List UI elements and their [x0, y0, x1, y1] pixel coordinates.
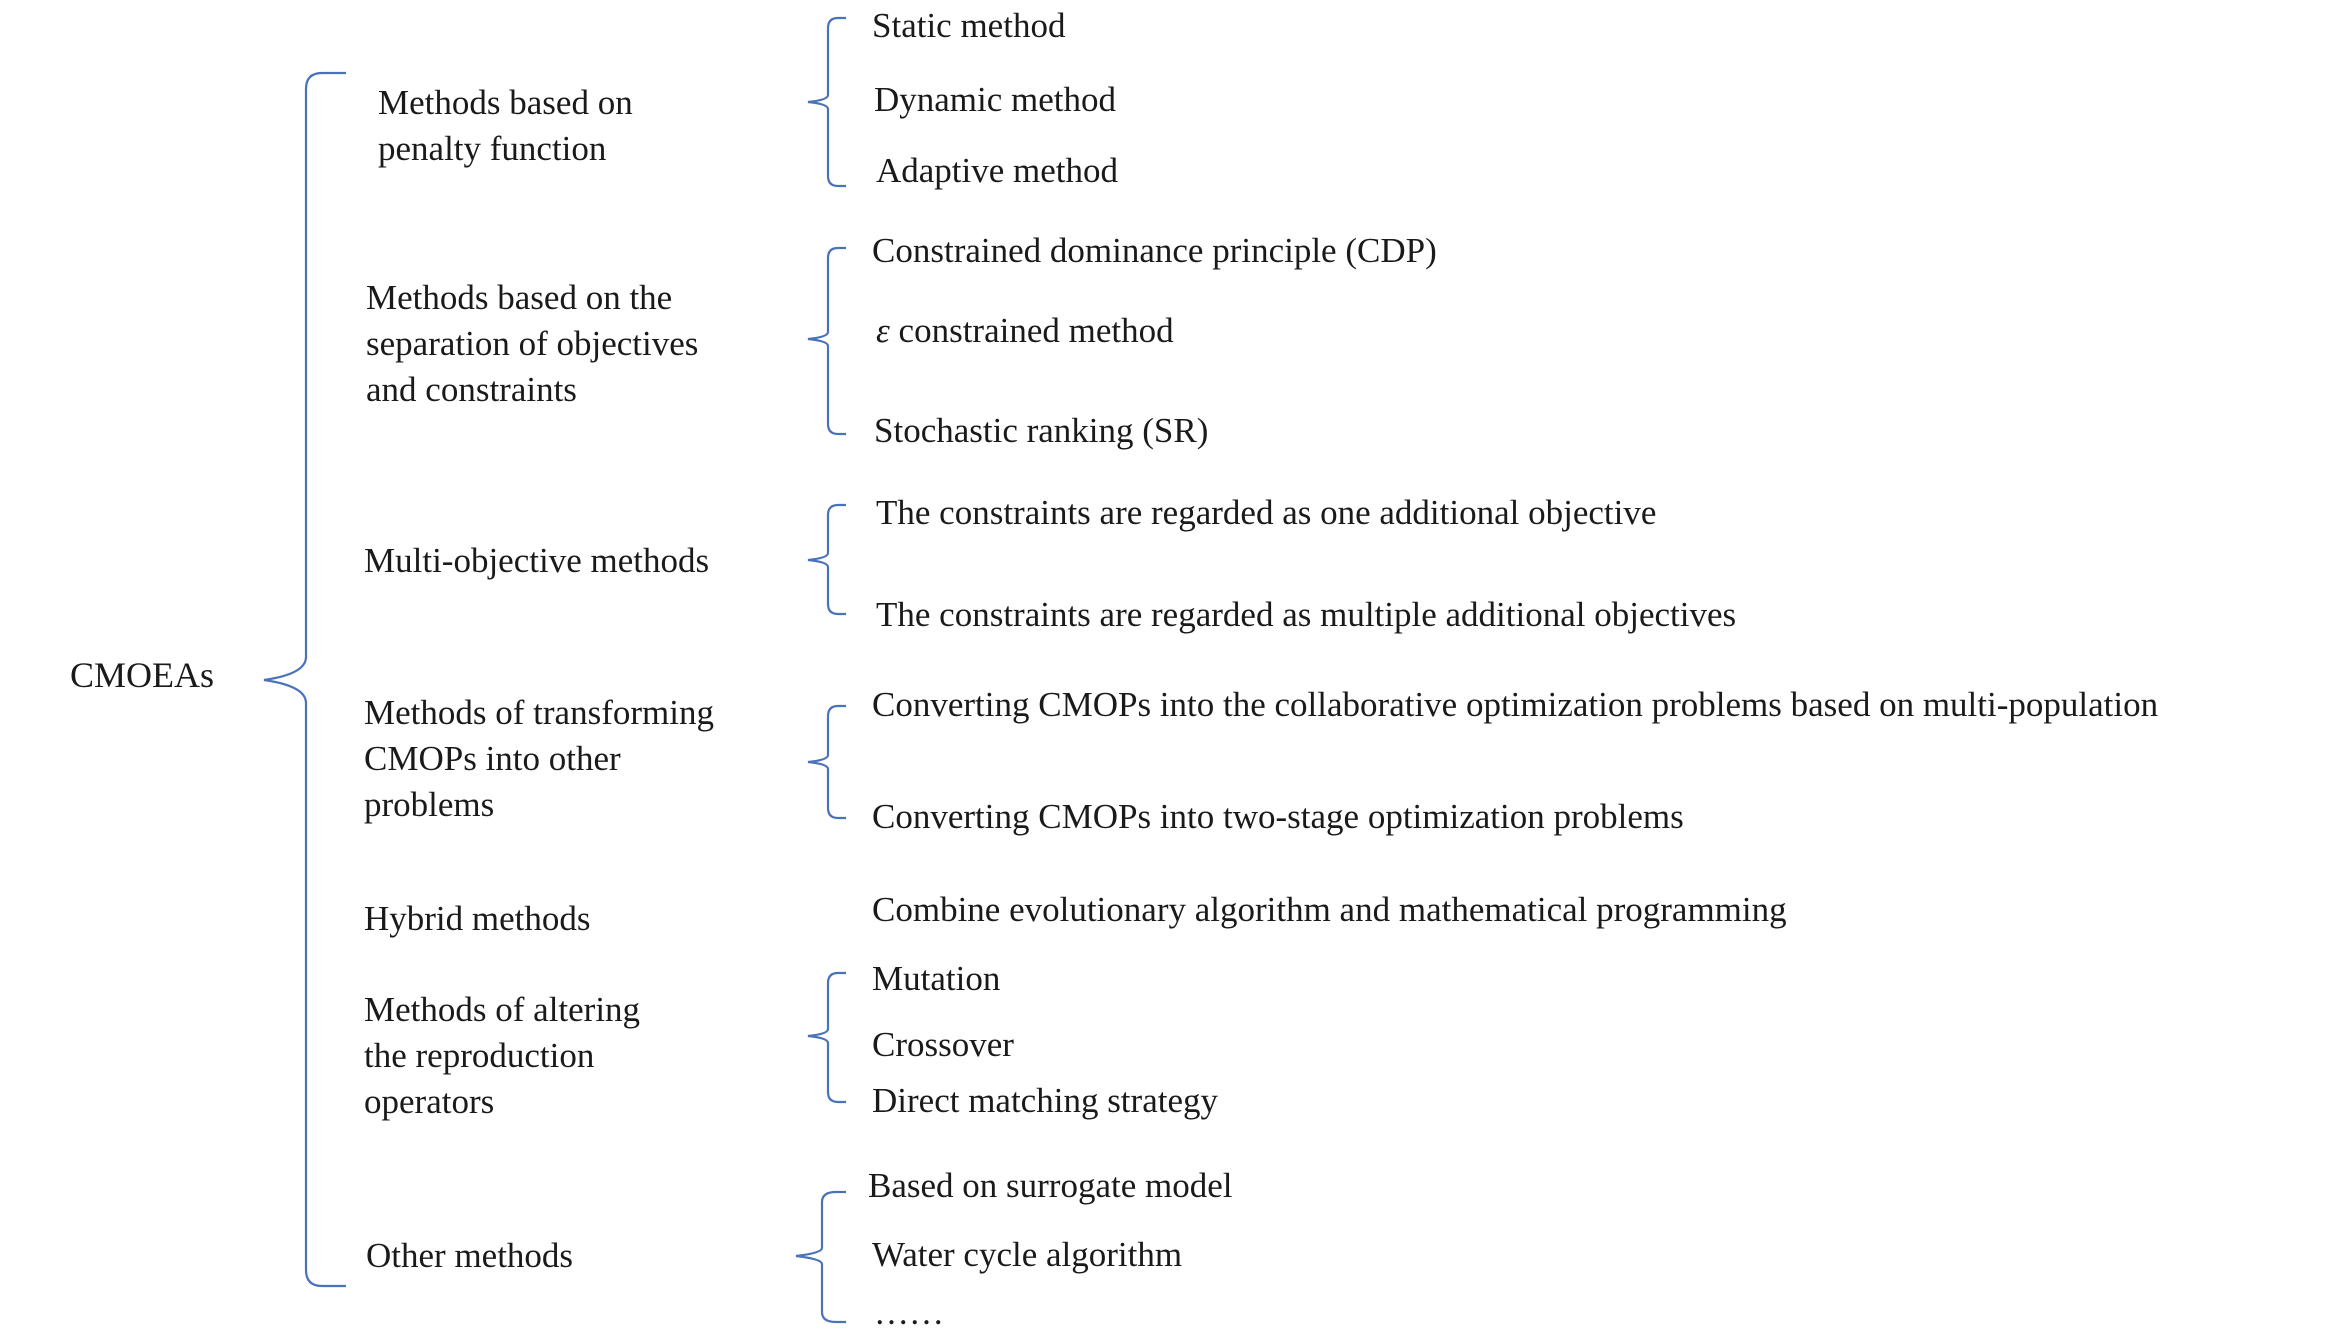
category-line: problems — [364, 785, 495, 824]
bracket-reproduction — [808, 973, 846, 1102]
root-bracket — [264, 73, 346, 1286]
item-ellipsis: …… — [874, 1293, 944, 1332]
item-combine-ea-mp: Combine evolutionary algorithm and mathematical programming — [872, 890, 1787, 929]
item-multiple-additional-objectives: The constraints are regarded as multiple additional objectives — [876, 595, 1737, 634]
category-line: Multi-objective methods — [364, 541, 710, 580]
category-line: Hybrid methods — [364, 899, 591, 938]
item-direct-matching-strategy: Direct matching strategy — [872, 1081, 1218, 1120]
category-hybrid — [364, 896, 591, 942]
bracket-other — [796, 1192, 846, 1322]
category-other — [366, 1233, 573, 1279]
item-two-stage-optimization: Converting CMOPs into two-stage optimization problems — [872, 797, 1684, 836]
item-one-additional-objective: The constraints are regarded as one additional objective — [876, 493, 1657, 532]
bracket-penalty — [808, 18, 846, 186]
item-surrogate-model: Based on surrogate model — [868, 1166, 1233, 1205]
category-line: separation of objectives — [366, 324, 699, 363]
category-penalty-function — [378, 80, 633, 172]
epsilon-symbol: ε — [876, 311, 890, 350]
category-line: penalty function — [378, 129, 607, 168]
category-multi-objective — [364, 538, 709, 584]
item-water-cycle-algorithm: Water cycle algorithm — [872, 1235, 1183, 1274]
category-reproduction-operators — [364, 987, 640, 1125]
category-line: the reproduction — [364, 1036, 595, 1075]
item-crossover: Crossover — [872, 1025, 1014, 1064]
root-label: CMOEAs — [70, 655, 215, 695]
item-mutation: Mutation — [872, 959, 1001, 998]
category-line: Methods of transforming — [364, 693, 714, 732]
item-dynamic-method: Dynamic method — [874, 80, 1117, 119]
bracket-multi-objective — [808, 505, 846, 614]
item-adaptive-method: Adaptive method — [876, 151, 1119, 190]
item-stochastic-ranking: Stochastic ranking (SR) — [874, 411, 1209, 450]
category-line: operators — [364, 1082, 495, 1121]
category-line: Methods based on the — [366, 278, 673, 317]
category-separation — [366, 275, 698, 413]
bracket-separation — [808, 248, 846, 434]
item-cdp: Constrained dominance principle (CDP) — [872, 231, 1437, 270]
item-collaborative-optimization: Converting CMOPs into the collaborative optimization problems based on multi-population — [872, 685, 2159, 724]
bracket-transforming — [808, 706, 846, 818]
category-line: Methods based on — [378, 83, 633, 122]
category-line: and constraints — [366, 370, 577, 409]
category-transforming — [364, 690, 714, 828]
category-line: Methods of altering — [364, 990, 641, 1029]
item-epsilon-constrained: ε constrained method — [876, 311, 1174, 350]
category-line: CMOPs into other — [364, 739, 621, 778]
item-static-method: Static method — [872, 6, 1066, 45]
category-line: Other methods — [366, 1236, 574, 1275]
